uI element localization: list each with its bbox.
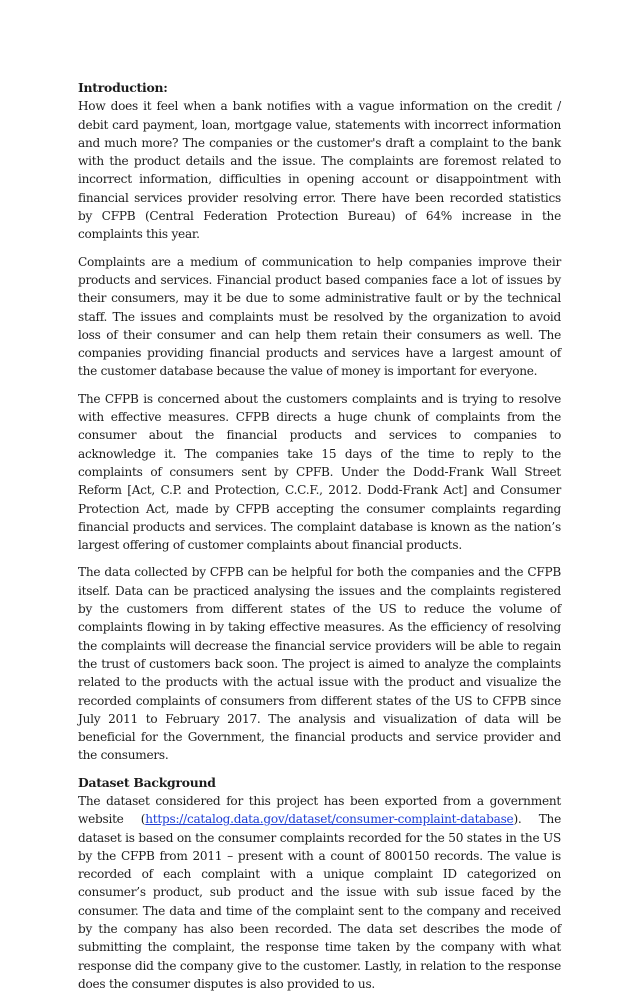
dataset-text-after-link: ). The dataset is based on the consumer complaints recorded for the 50 states in the US by the CFPB from 2011 – present with a count of 800150 records. The value is recorded of each complaint with a unique complaint ID categorized on consumer’s product, sub product and the issue with sub issue faced by the consumer. The data and time of the complaint sent to the company and received by the company has also been recorded. The data set describes the mode of submitting the complaint, the response time taken by the company with what response did the company give to the customer. Lastly, in relation to the response does the consumer disputes is also provided to us.: [78, 812, 561, 991]
dataset-text-before-link: The dataset considered for this project has been exported from a government website (: [78, 793, 561, 827]
introduction-heading: Introduction:: [78, 80, 168, 95]
intro-paragraph-3: The CFPB is concerned about the customers complaints and is trying to resolve with effective measures. CFPB directs a huge chunk of complaints from the consumer about the financial products and services to companies to acknowledge it. The companies take 15 days of the time to reply to the complaints of consumers sent by CPFB. Under the Dodd-Frank Wall Street Reform [Act, C.P. and Protection, C.C.F., 2012. Dodd-Frank Act] and Consumer Protection Act, made by CFPB accepting the consumer complaints regarding financial products and services. The complaint database is known as the nation’s largest offering of customer complaints about financial products.: [78, 391, 561, 553]
dataset-paragraph: [78, 792, 561, 993]
dataset-source-link[interactable]: https://catalog.data.gov/dataset/consumer-complaint-database: [145, 812, 514, 827]
intro-paragraph-1: How does it feel when a bank notifies with a vague information on the credit / debit card payment, loan, mortgage value, statements with incorrect information and much more? The companies or the customer's draft a complaint to the bank with the product details and the issue. The complaints are foremost related to incorrect information, difficulties in opening account or disappointment with financial services provider resolving error. There have been recorded statistics by CFPB (Central Federation Protection Bureau) of 64% increase in the complaints this year.: [78, 99, 561, 242]
document-page: [78, 79, 561, 1002]
intro-paragraph-2: Complaints are a medium of communication to help companies improve their products and services. Financial product based companies face a lot of issues by their consumers, may it be due to some administrative fault or by the technical staff. The issues and complaints must be resolved by the organization to avoid loss of their consumer and can help them retain their consumers as well. The companies providing financial products and services have a largest amount of the customer database because the value of money is important for everyone.: [78, 254, 561, 379]
dataset-background-heading: Dataset Background: [78, 774, 216, 790]
intro-paragraph-4: The data collected by CFPB can be helpful for both the companies and the CFPB itself. Data can be practiced analysing the issues and the complaints registered by the customers from different states of the US to reduce the volume of complaints flowing in by taking effective measures. As the efficiency of resolving the complaints will decrease the financial service providers will be able to regain the trust of customers back soon. The project is aimed to analyze the complaints related to the products with the actual issue with the product and visualize the recorded complaints of consumers from different states of the US to CFPB since July 2011 to February 2017. The analysis and visualization of data will be beneficial for the Government, the financial products and service provider and the consumers.: [78, 565, 561, 763]
